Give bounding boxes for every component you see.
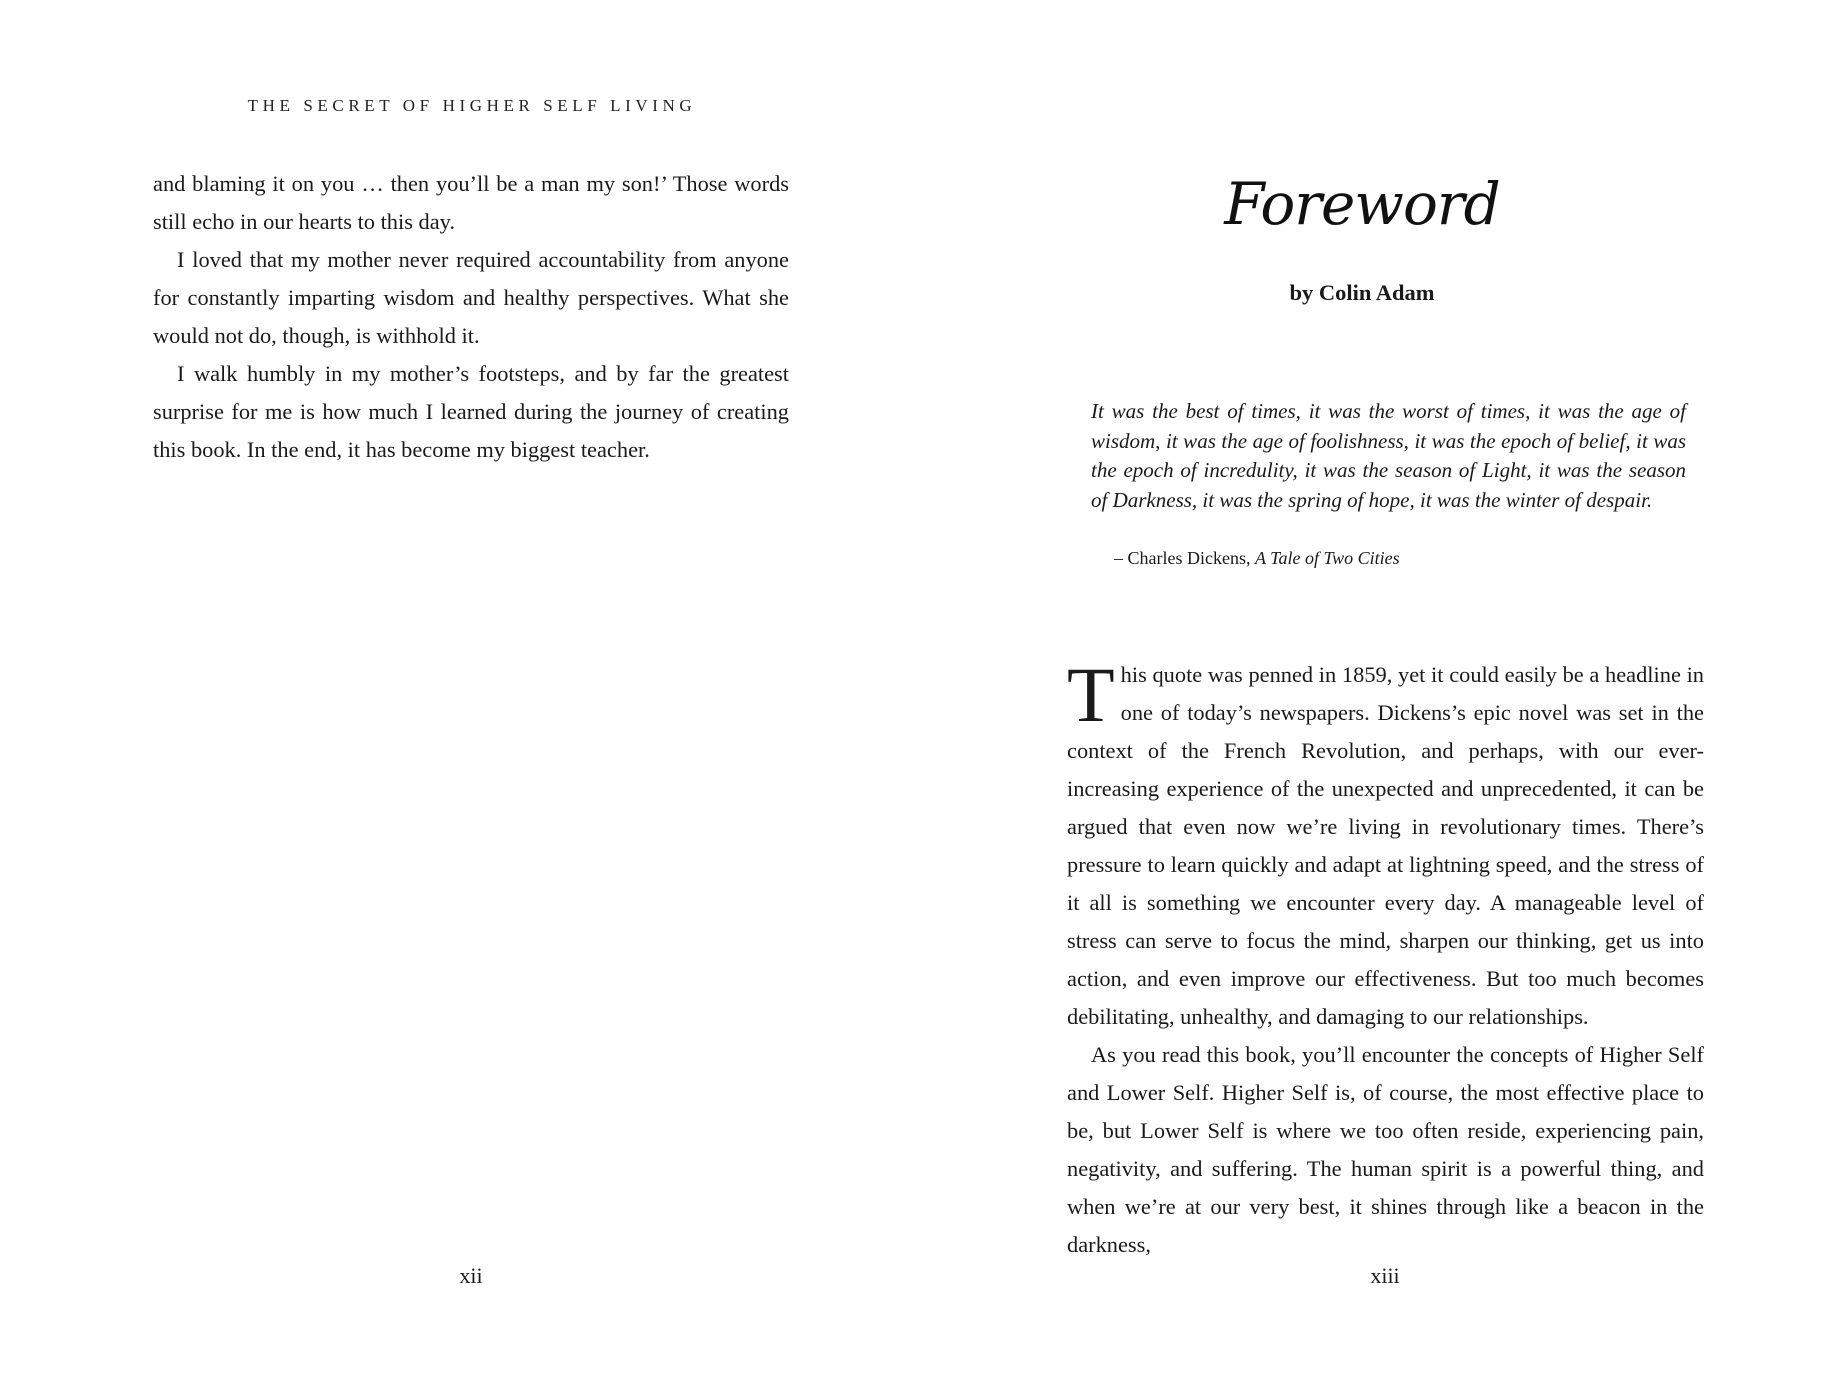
page-number: xiii [1370,1263,1400,1288]
left-page-body [153,165,789,469]
chapter-title: Foreword [1224,170,1500,238]
body-paragraph: I loved that my mother never required accountability from anyone for constantly imparting wisdom and healthy perspectives. What she would not do, though, is withhold it. [153,247,789,348]
byline: by Colin Adam [1289,280,1435,305]
drop-cap: T [1067,651,1115,738]
body-paragraph [1067,651,1704,1036]
body-paragraph: and blaming it on you … then you’ll be a man my son!’ Those words still echo in our hearts to this day. [153,171,789,234]
page-number: xii [459,1263,483,1288]
right-page-body [1067,651,1704,1264]
first-paragraph-text: his quote was penned in 1859, yet it could easily be a headline in one of today’s newspapers. Dickens’s epic novel was set in the context of the French Revolution, and perhaps, with our ever-increasing experience of the unexpected and unprecedented, it can be argued that even now we’re living in revolutionary times. There’s pressure to learn quickly and adapt at lightning speed, and the stress of it all is something we encounter every day. A manageable level of stress can serve to focus the mind, sharpen our thinking, get us into action, and even improve our effectiveness. But too much becomes debilitating, unhealthy, and damaging to our relationships. [1067,662,1704,1029]
attribution-author: – Charles Dickens, [1114,548,1255,568]
body-paragraph: As you read this book, you’ll encounter the concepts of Higher Self and Lower Self. Higher Self is, of course, the most effective place to be, but Lower Self is where we too often reside, experiencing pain, negativity, and suffering. The human spirit is a powerful thing, and when we’re at our very best, it shines through like a beacon in the darkness, [1067,1042,1704,1257]
running-head: THE SECRET OF HIGHER SELF LIVING [247,96,697,115]
attribution-work-title: A Tale of Two Cities [1254,548,1400,568]
body-paragraph: I walk humbly in my mother’s footsteps, and by far the greatest surprise for me is how much I learned during the journey of creating this book. In the end, it has become my biggest teacher. [153,361,789,462]
epigraph-quote: It was the best of times, it was the worst of times, it was the age of wisdom, it was the age of foolishness, it was the epoch of belief, it was the epoch of incredulity, it was the season of Light, it was the season of Darkness, it was the spring of hope, it was the winter of despair. [1091,399,1686,512]
epigraph-attribution [1114,548,1674,569]
right-page [921,0,1843,1382]
left-page [0,0,921,1382]
